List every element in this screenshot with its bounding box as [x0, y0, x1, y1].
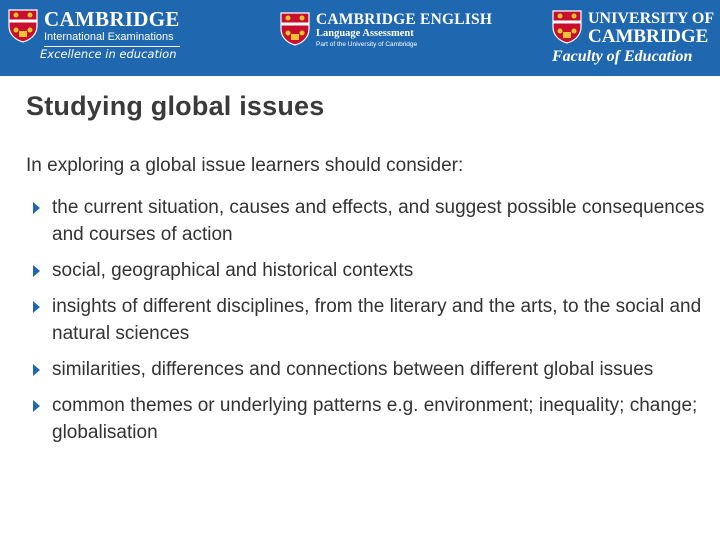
list-item — [26, 257, 706, 284]
list-item-text: social, geographical and historical contexts — [52, 260, 414, 281]
triangle-bullet-icon — [33, 202, 40, 214]
list-item-text: common themes or underlying patterns e.g. environment; inequality; change; globalisation — [52, 395, 698, 443]
cie-tagline: Excellence in education — [40, 47, 177, 61]
faculty-of-education-label: Faculty of Education — [552, 48, 693, 65]
triangle-bullet-icon — [33, 400, 40, 412]
university-shield-icon — [8, 9, 38, 43]
slide-title: Studying global issues — [26, 91, 325, 121]
list-item — [26, 356, 706, 383]
ce-logo-subtitle: Language Assessment — [316, 28, 414, 39]
university-shield-icon — [552, 10, 582, 44]
cie-logo-subtitle: International Examinations — [44, 31, 180, 47]
cambridge-international-logo — [8, 9, 180, 47]
header-banner — [0, 0, 720, 76]
list-item — [26, 194, 706, 248]
uc-logo-name-line1: UNIVERSITY OF — [588, 10, 715, 27]
list-item — [26, 392, 706, 446]
university-shield-icon — [280, 12, 310, 46]
ce-logo-name: CAMBRIDGE ENGLISH — [316, 11, 493, 28]
cie-logo-name: CAMBRIDGE — [44, 7, 180, 31]
list-item-text: similarities, differences and connections between different global issues — [52, 359, 654, 380]
list-item-text: insights of different disciplines, from the literary and the arts, to the social and natural sciences — [52, 296, 702, 344]
triangle-bullet-icon — [33, 301, 40, 313]
ce-logo-small-text: Part of the University of Cambridge — [316, 41, 418, 48]
list-item — [26, 293, 706, 347]
uc-logo-name-line2: CAMBRIDGE — [588, 26, 709, 47]
slide-intro: In exploring a global issue learners should consider: — [26, 155, 464, 176]
triangle-bullet-icon — [33, 364, 40, 376]
university-of-cambridge-logo — [552, 10, 714, 47]
cambridge-english-logo — [280, 12, 492, 49]
triangle-bullet-icon — [33, 265, 40, 277]
bullet-list — [26, 194, 706, 455]
list-item-text: the current situation, causes and effects, and suggest possible consequences and courses of action — [52, 197, 705, 245]
